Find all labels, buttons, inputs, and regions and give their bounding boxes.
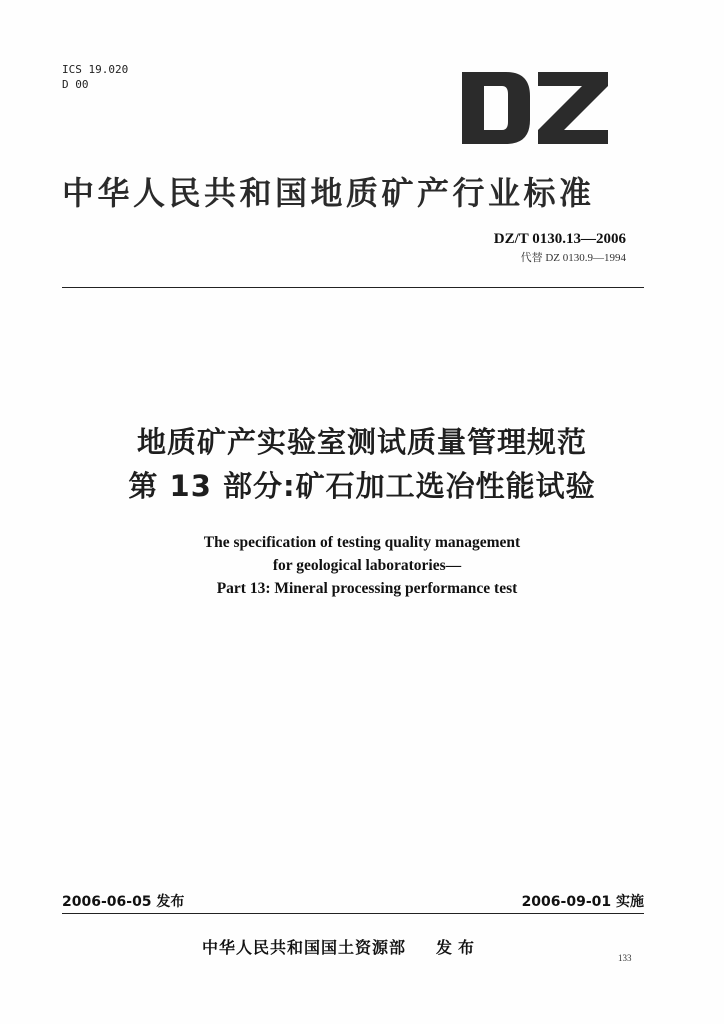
chinese-title-line-1: 地质矿产实验室测试质量管理规范 <box>136 425 587 459</box>
ccs-code: D 00 <box>62 78 89 91</box>
issue-date: 2006-06-05 发布 <box>62 894 185 910</box>
english-title-line-2: for geological laboratories— <box>272 557 462 574</box>
english-title-line-1: The specification of testing quality management <box>203 534 521 551</box>
english-title-line-3: Part 13: Mineral processing performance test <box>216 580 518 597</box>
chinese-title-line-2: 第 13 部分:矿石加工选冶性能试验 <box>128 469 596 503</box>
issuer-name: 中华人民共和国国土资源部 <box>202 938 407 957</box>
page-number: 133 <box>618 953 632 963</box>
classification-codes <box>62 62 128 92</box>
footer-divider <box>62 913 644 914</box>
dz-logo-icon <box>462 72 608 144</box>
dz-logo <box>462 72 608 144</box>
implementation-date: 2006-09-01 实施 <box>521 894 644 910</box>
chinese-title <box>0 420 724 508</box>
ics-code: ICS 19.020 <box>62 63 129 76</box>
publish-label: 发布 <box>436 938 481 957</box>
industry-standard-title: 中华人民共和国地质矿产行业标准 <box>62 174 595 212</box>
replaces-standard: 代替 DZ 0130.9—1994 <box>520 252 626 264</box>
standard-number: DZ/T 0130.13—2006 <box>493 231 626 247</box>
header-divider <box>62 287 644 288</box>
english-title <box>0 531 724 600</box>
standard-number-block <box>494 231 626 265</box>
issuing-authority <box>202 935 480 958</box>
